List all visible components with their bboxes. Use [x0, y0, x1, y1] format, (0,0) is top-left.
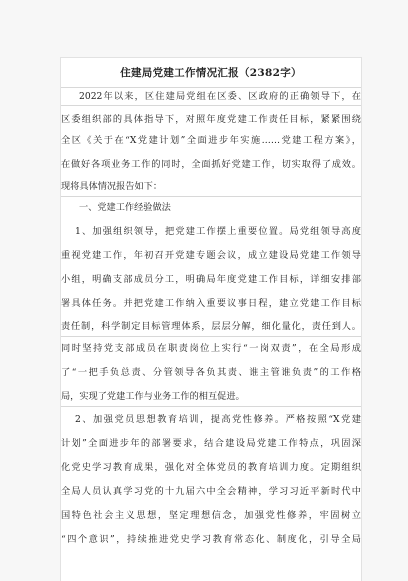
text-line: 责任制，科学制定目标管理体系，层层分解，细化量化，责任到人。 — [61, 321, 361, 332]
text-line: 2022年以来，区住建局党组在区委、区政府的正确领导下，在 — [79, 91, 361, 102]
text-line: 同时坚持党支部成员在职责岗位上实行“一岗双责”，在全局形成 — [61, 343, 361, 354]
text-line: 了“一把手负总责、分管领导各负其责、谁主管谁负责”的工作格 — [61, 367, 361, 378]
text-line: 在做好各项业务工作的同时，全面抓好党建工作，切实取得了成效。 — [61, 159, 361, 170]
text-line: 全区《关于在“X党建计划”全面进步年实施……党建工程方案》， — [61, 135, 361, 146]
text-line: 局，实现了党建工作与业务工作的相互促进。 — [61, 391, 245, 402]
divider — [61, 87, 361, 88]
text-line: 重视党建工作，年初召开党建专题会议，成立建设局党建工作领导 — [61, 250, 361, 261]
section-heading: 一、党建工作经验做法 — [79, 202, 171, 213]
text-line: 1、加强组织领导，把党建工作摆上重要位置。局党组领导高度 — [75, 226, 361, 237]
divider — [61, 336, 361, 337]
text-line: 2、加强党员思想教育培训，提高党性修养。严格按照“X党建 — [75, 414, 361, 425]
text-line: 区委组织部的具体指导下，对照年度党建工作责任目标，紧紧围绕 — [61, 114, 361, 125]
text-line: 小组，明确支部成员分工，明确局年度党建工作目标，详细安排部 — [61, 274, 361, 285]
text-line: 化党史学习教育成果，强化对全体党员的教育培训力度。定期组织 — [61, 462, 361, 473]
text-line: “四个意识”，持续推进党史学习教育常态化、制度化，引导全局 — [61, 534, 361, 545]
text-line: 署具体任务。并把党建工作纳入重要议事日程，建立党建工作目标 — [61, 298, 361, 309]
divider — [61, 406, 361, 407]
text-line: 国特色社会主义思想，坚定理想信念，加强党性修养，牢固树立 — [61, 510, 361, 521]
divider — [61, 105, 361, 106]
text-line: 现将具体情况报告如下： — [61, 181, 163, 192]
text-line: 计划”全面进步年的部署要求，结合建设局党建工作特点，巩固深 — [61, 438, 361, 449]
text-line: 全局人员认真学习党的十九届六中全会精神，学习习近平新时代中 — [61, 486, 361, 497]
document-title: 住建局党建工作情况汇报（2382字） — [120, 67, 302, 79]
document-page — [60, 57, 362, 581]
divider — [61, 196, 361, 197]
